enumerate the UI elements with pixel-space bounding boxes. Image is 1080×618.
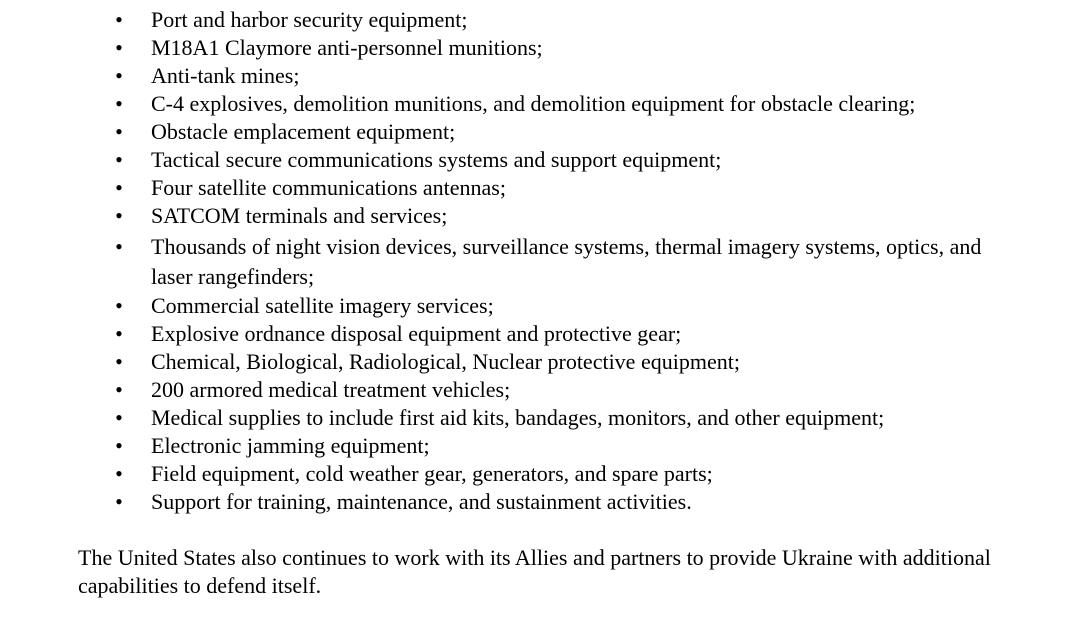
list-item (0, 34, 1011, 62)
bullet-icon: • (115, 203, 123, 228)
list-item-text: Explosive ordnance disposal equipment and protective gear; (151, 321, 682, 346)
bullet-icon: • (115, 234, 123, 259)
list-item (0, 174, 1011, 202)
list-item-text: Tactical secure communications systems and support equipment; (151, 147, 722, 172)
bullet-icon: • (115, 405, 123, 430)
list-item-text: SATCOM terminals and services; (151, 203, 448, 228)
list-item-text: Chemical, Biological, Radiological, Nuclear protective equipment; (151, 349, 740, 374)
bullet-icon: • (115, 461, 123, 486)
list-item (0, 404, 1011, 432)
bullet-icon: • (115, 63, 123, 88)
list-item (0, 232, 1011, 292)
bullet-icon: • (115, 377, 123, 402)
list-item-text: C-4 explosives, demolition munitions, and demolition equipment for obstacle clearing; (151, 91, 916, 116)
list-item-text: 200 armored medical treatment vehicles; (151, 377, 511, 402)
list-item (0, 376, 1011, 404)
list-item (0, 146, 1011, 174)
bullet-icon: • (115, 489, 123, 514)
list-item (0, 432, 1011, 460)
list-item-text: Port and harbor security equipment; (151, 7, 468, 32)
bullet-icon: • (115, 35, 123, 60)
list-item-text: Four satellite communications antennas; (151, 175, 506, 200)
list-item (0, 62, 1011, 90)
list-item-text: Support for training, maintenance, and sustainment activities. (151, 489, 692, 514)
list-item-text: Electronic jamming equipment; (151, 433, 430, 458)
list-item-text: Field equipment, cold weather gear, generators, and spare parts; (151, 461, 713, 486)
bullet-icon: • (115, 147, 123, 172)
equipment-bullet-list (0, 6, 1080, 516)
list-item (0, 202, 1011, 230)
list-item-text: Commercial satellite imagery services; (151, 293, 494, 318)
bullet-icon: • (115, 119, 123, 144)
list-item (0, 6, 1011, 34)
list-item (0, 90, 1011, 118)
bullet-icon: • (115, 175, 123, 200)
list-item-text: Medical supplies to include first aid kits, bandages, monitors, and other equipment; (151, 405, 885, 430)
bullet-icon: • (115, 91, 123, 116)
bullet-icon: • (115, 321, 123, 346)
list-item (0, 488, 1011, 516)
bullet-icon: • (115, 293, 123, 318)
bullet-icon: • (115, 433, 123, 458)
list-item-text: Anti-tank mines; (151, 63, 300, 88)
bullet-icon: • (115, 7, 123, 32)
list-item-text: M18A1 Claymore anti-personnel munitions; (151, 35, 543, 60)
list-item (0, 118, 1011, 146)
closing-paragraph: The United States also continues to work with its Allies and partners to provide Ukraine with additional capabilities to defend itself. (78, 545, 991, 598)
list-item (0, 348, 1011, 376)
list-item (0, 460, 1011, 488)
list-item (0, 320, 1011, 348)
bullet-icon: • (115, 349, 123, 374)
list-item (0, 292, 1011, 320)
list-item-text: Thousands of night vision devices, surveillance systems, thermal imagery systems, optics, and laser rangefinders; (151, 234, 982, 289)
list-item-text: Obstacle emplacement equipment; (151, 119, 456, 144)
